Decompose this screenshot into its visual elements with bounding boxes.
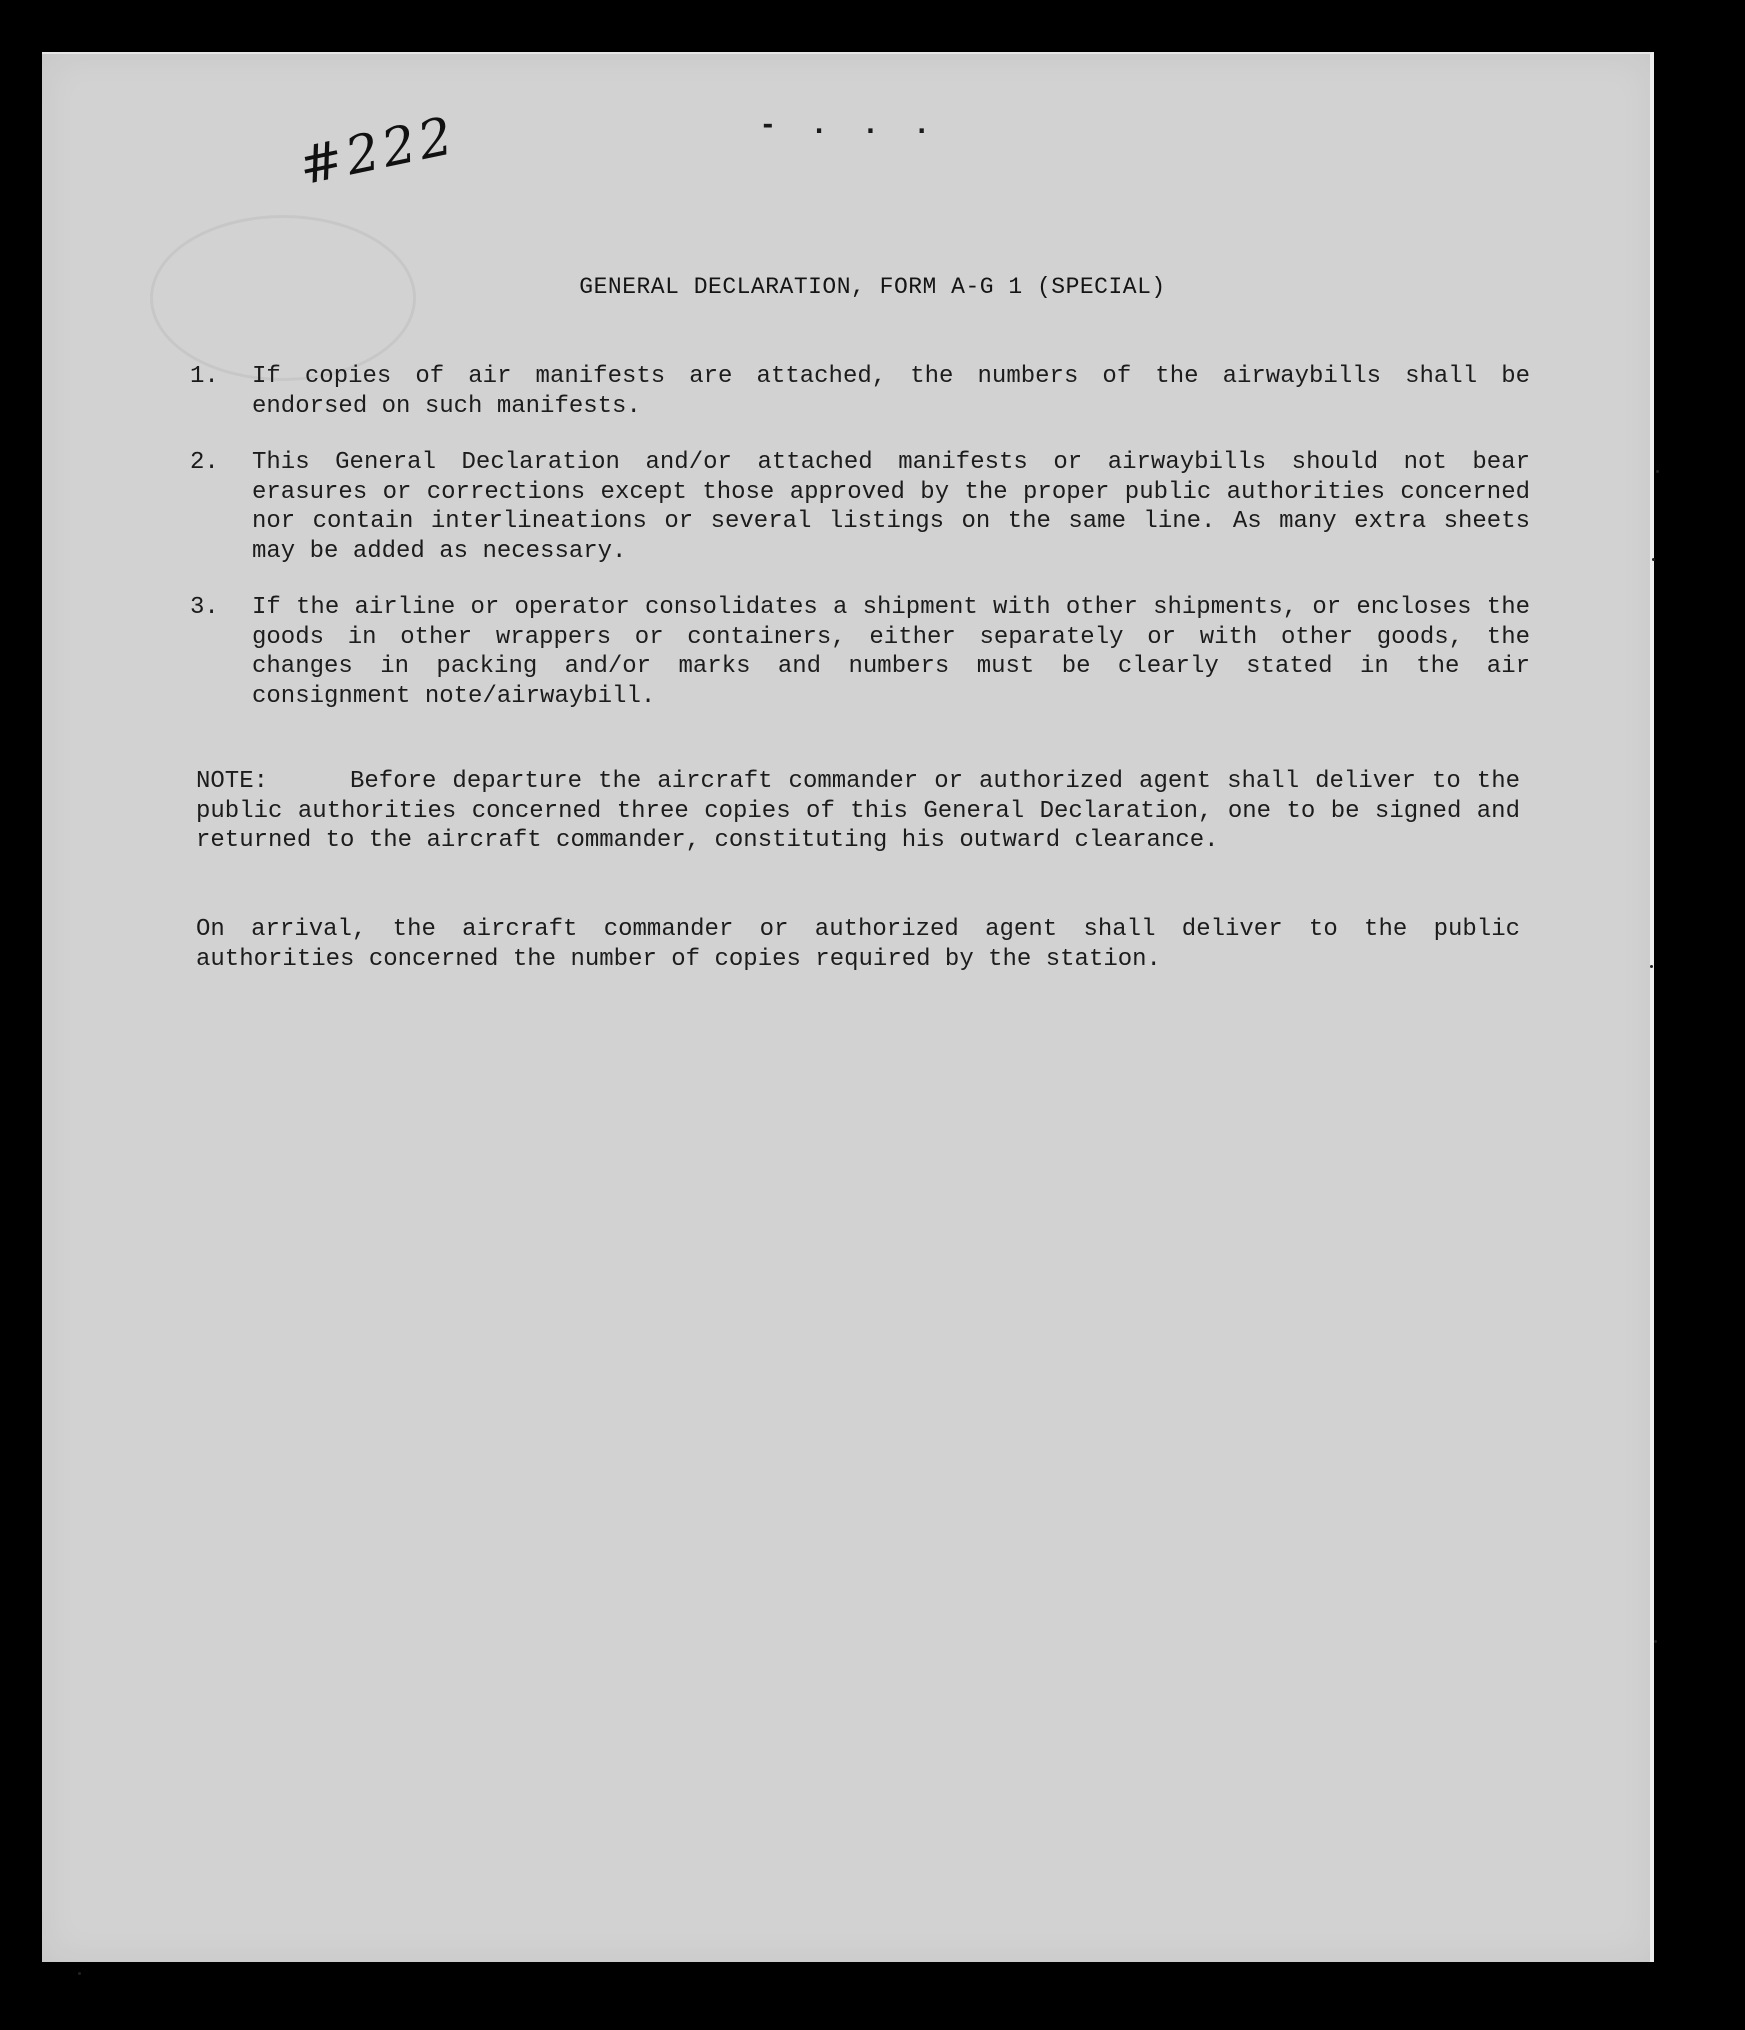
top-marks: - . . . <box>760 110 940 140</box>
note-label: NOTE: <box>196 768 269 795</box>
instruction-list <box>190 362 1530 738</box>
list-item-number: 1. <box>190 363 219 390</box>
note-paragraph <box>196 767 1520 856</box>
scan-speck <box>78 1972 81 1975</box>
note-text: Before departure the aircraft commander or authorized agent shall deliver to the public authorities concerned three copies of this General Declaration, one to be signed and returned to the aircraft commander, constituting his outward clearance. <box>196 768 1520 854</box>
list-item-text: If the airline or operator consolidates a shipment with other shipments, or encloses the goods in other wrappers or containers, either separately or with other goods, the changes in packing and/or marks and numbers must be clearly stated in the air consignment note/airwaybill. <box>252 594 1530 710</box>
scan-speck <box>1650 965 1653 968</box>
list-item-number: 3. <box>190 594 219 621</box>
list-item-number: 2. <box>190 449 219 476</box>
document-title: GENERAL DECLARATION, FORM A-G 1 (SPECIAL) <box>579 274 1166 300</box>
list-item <box>190 362 1530 421</box>
scan-speck <box>1652 558 1655 561</box>
handwritten-number: #222 <box>293 105 462 198</box>
scan-speck <box>1656 470 1659 473</box>
arrival-paragraph: On arrival, the aircraft commander or authorized agent shall deliver to the public authorities concerned the number of copies required by the station. <box>196 916 1520 973</box>
list-item-text: This General Declaration and/or attached manifests or airwaybills should not bear erasures or corrections except those approved by the proper public authorities concerned nor contain interlineations or several listings on the same line. As many extra sheets may be added as necessary. <box>252 449 1530 565</box>
list-item <box>190 448 1530 566</box>
list-item <box>190 593 1530 711</box>
list-item-text: If copies of air manifests are attached, the numbers of the airwaybills shall be endorsed on such manifests. <box>252 363 1530 420</box>
scan-speck <box>1654 1640 1657 1643</box>
